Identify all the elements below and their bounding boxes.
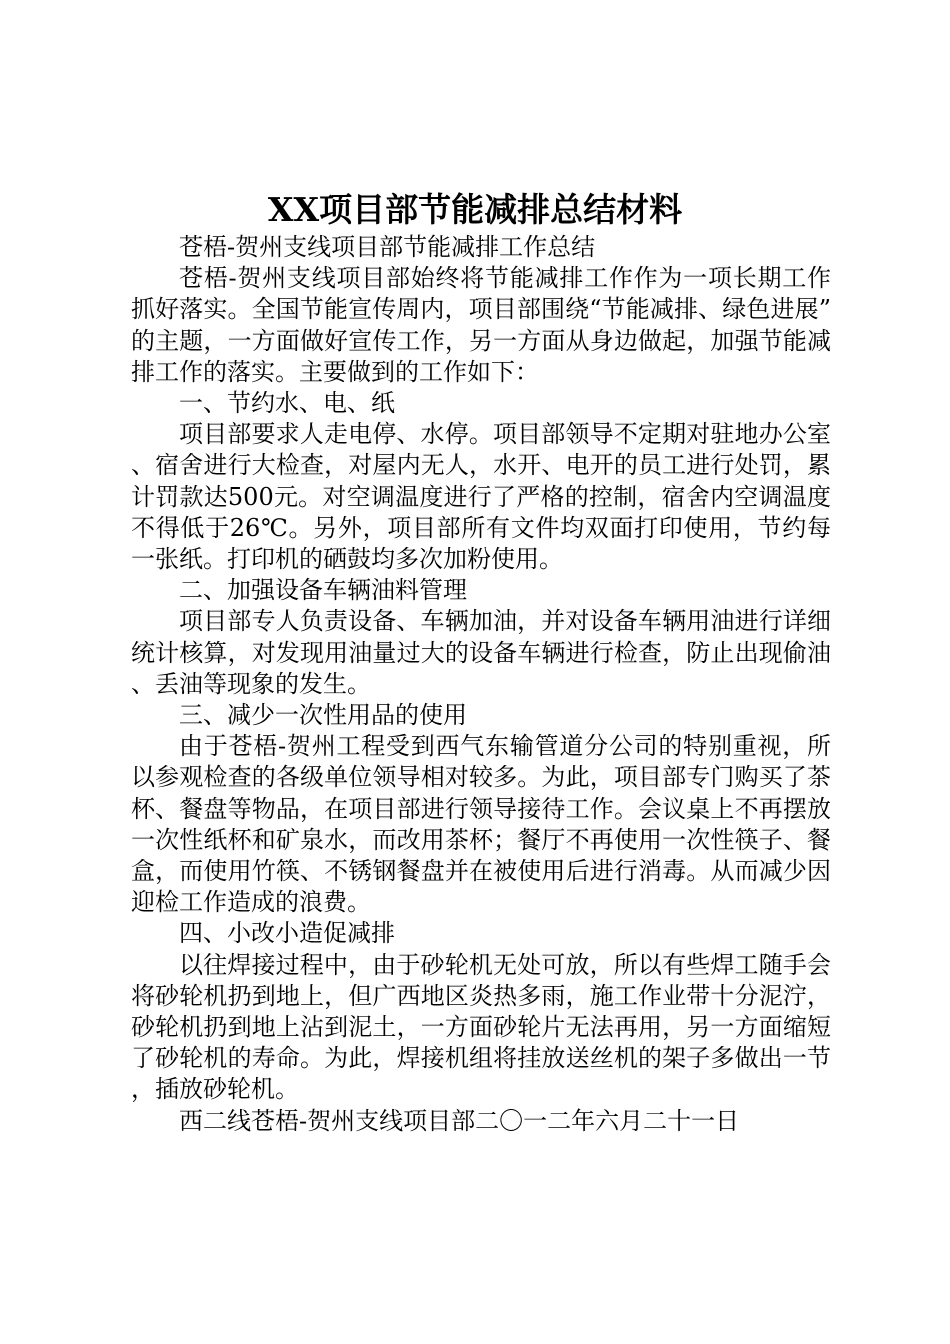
paragraph-section-3: 由于苍梧-贺州工程受到西气东输管道分公司的特别重视，所以参观检查的各级单位领导相对较多。为此，项目部专门购买了茶杯、餐盘等物品，在项目部进行领导接待工作。会议桌上不再摆放一次性纸杯和矿泉水，而改用茶杯；餐厅不再使用一次性筷子、餐盒，而使用竹筷、不锈钢餐盘并在被使用后进行消毒。从而减少因迎检工作造成的浪费。	[131, 732, 831, 917]
section-heading-4: 四、小改小造促减排	[179, 919, 395, 948]
section-heading-1: 一、节约水、电、纸	[179, 389, 395, 418]
section-heading-2: 二、加强设备车辆油料管理	[179, 576, 467, 605]
paragraph-section-2: 项目部专人负责设备、车辆加油，并对设备车辆用油进行详细统计核算，对发现用油量过大的设备车辆进行检查，防止出现偷油、丢油等现象的发生。	[131, 607, 831, 698]
paragraph-intro: 苍梧-贺州支线项目部始终将节能减排工作作为一项长期工作抓好落实。全国节能宣传周内，项目部围绕“节能减排、绿色进展”的主题，一方面做好宣传工作，另一方面从身边做起，加强节能减排工作的落实。主要做到的工作如下：	[131, 264, 831, 386]
paragraph-subtitle: 苍梧-贺州支线项目部节能减排工作总结	[179, 233, 596, 261]
paragraph-section-1: 项目部要求人走电停、水停。项目部领导不定期对驻地办公室、宿舍进行大检查，对屋内无人，水开、电开的员工进行处罚，累计罚款达500元。对空调温度进行了严格的控制，宿舍内空调温度不得低于26℃。另外，项目部所有文件均双面打印使用，节约每一张纸。打印机的硒鼓均多次加粉使用。	[131, 420, 831, 574]
signature-date-line: 西二线苍梧-贺州支线项目部二〇一二年六月二十一日	[179, 1106, 740, 1135]
paragraph-section-4: 以往焊接过程中，由于砂轮机无处可放，所以有些焊工随手会将砂轮机扔到地上，但广西地区炎热多雨，施工作业带十分泥泞，砂轮机扔到地上沾到泥土，一方面砂轮片无法再用，另一方面缩短了砂轮机的寿命。为此，焊接机组将挂放送丝机的架子多做出一节，插放砂轮机。	[131, 950, 831, 1104]
document-title: XX项目部节能减排总结材料	[267, 190, 683, 229]
document-body	[131, 232, 831, 1137]
section-heading-3: 三、减少一次性用品的使用	[179, 701, 467, 730]
